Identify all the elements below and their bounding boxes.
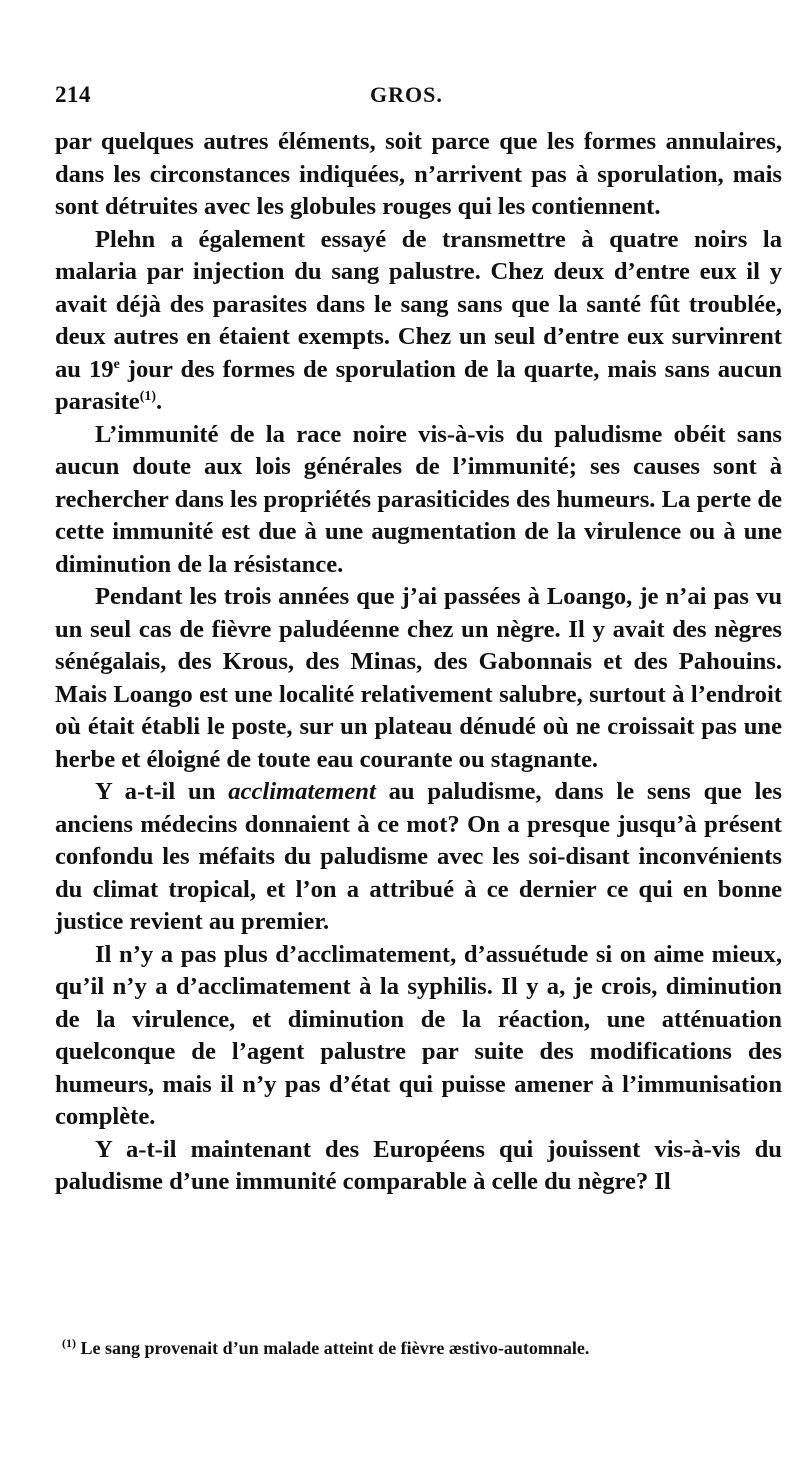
page-header — [55, 82, 770, 116]
footnote-reference: (1) — [139, 388, 157, 404]
paragraph-4-text: Pendant les trois années que j’ai passées à Loango, je n’ai pas vu un seul cas de fièvre paludéenne chez un nègre. Il y avait des nègres sénégalais, des Krous, des Minas, des Gabonnais et des Pahouins. Mais Loango est une localité relativement salubre, surtout à l’endroit où était établi le poste, sur un plateau dénudé où ne croissait pas une herbe et éloigné de toute eau courante ou stagnante. — [55, 583, 782, 773]
footnote — [62, 1336, 767, 1360]
paragraph-2-text-a: Plehn a également essayé de transmettre à quatre noirs la malaria par injection du sang palustre. Chez deux d’entre eux il y avait déjà des parasites dans le sang sans que la santé fût troublée, deux autres en étaient exempts. Chez un seul d’entre eux survinrent au 19 — [55, 225, 782, 383]
paragraph-5-text-b: au paludisme, dans le sens que les anciens médecins donnaient à ce mot? On a presque jusqu’à présent confondu les méfaits du paludisme avec les soi-disant inconvénients du climat tropical, et l’on a attribué à ce dernier ce qui en bonne justice revient au premier. — [55, 778, 783, 935]
ordinal-superscript: e — [113, 356, 120, 372]
paragraph-3-text: L’immunité de la race noire vis-à-vis du paludisme obéit sans aucun doute aux lois générales de l’immunité; ses causes sont à rechercher dans les propriétés parasiticides des humeurs. La perte de cette immunité est due à une augmentation de la virulence ou à une diminution de la résistance. — [55, 420, 782, 578]
paragraph-3 — [55, 419, 782, 582]
running-head: GROS. — [370, 82, 443, 107]
paragraph-7 — [55, 1134, 782, 1199]
paragraph-4 — [55, 581, 782, 776]
paragraph-5-text-a: Y a-t-il un — [95, 778, 229, 805]
paragraph-6-text: Il n’y a pas plus d’acclimatement, d’assuétude si on aime mieux, qu’il n’y a d’acclimatement à la syphilis. Il y a, je crois, diminution de la virulence, et diminution de la réaction, une atténuation quelconque de l’agent palustre par suite des modifications des humeurs, mais il n’y pas d’état qui puisse amener à l’immunisation complète. — [55, 940, 782, 1130]
page-number: 214 — [55, 82, 91, 107]
paragraph-5 — [55, 776, 782, 939]
paragraph-1 — [55, 126, 782, 224]
paragraph-2-text-b: jour des formes de sporulation de la quarte, mais sans aucun parasite — [55, 355, 782, 415]
body-text — [55, 126, 782, 1199]
footnote-text: Le sang provenait d’un malade atteint de fièvre æstivo-automnale. — [76, 1338, 590, 1358]
paragraph-7-text: Y a-t-il maintenant des Européens qui jouissent vis-à-vis du paludisme d’une immunité comparable à celle du nègre? Il — [55, 1135, 782, 1195]
paragraph-2 — [55, 224, 782, 419]
footnote-marker: (1) — [62, 1336, 76, 1350]
paragraph-6 — [55, 939, 782, 1134]
paragraph-2-text-c: . — [156, 388, 163, 415]
paragraph-1-text: par quelques autres éléments, soit parce que les formes annulaires, dans les circonstances indiquées, n’arrivent pas à sporulation, mais sont détruites avec les globules rouges qui les contiennent. — [55, 128, 782, 220]
emphasis-acclimatement: acclimatement — [228, 778, 376, 805]
